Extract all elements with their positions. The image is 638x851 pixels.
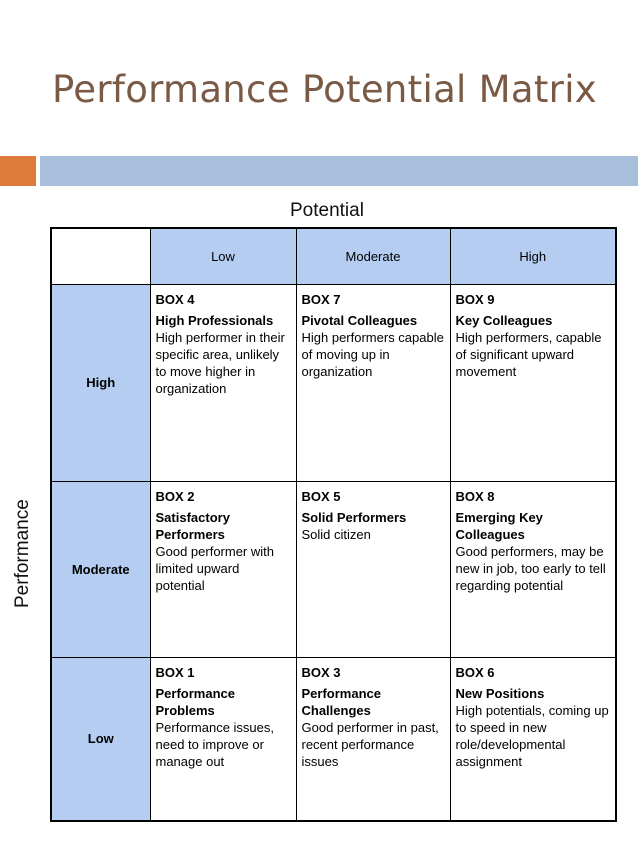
- box-description: Solid citizen: [301, 526, 371, 542]
- cell-box-1: [150, 657, 296, 821]
- cell-box-3: [296, 657, 450, 821]
- box-name: New Positions: [455, 685, 545, 701]
- box-id: BOX 6: [455, 664, 495, 680]
- box-id: BOX 2: [155, 488, 195, 504]
- row-header-low: Low: [51, 657, 150, 821]
- cell-box-5: [296, 481, 450, 657]
- box-id: BOX 3: [301, 664, 341, 680]
- box-description: High performer in their specific area, unlikely to move higher in organization: [155, 329, 285, 396]
- box-description: High performers capable of moving up in organization: [301, 329, 444, 379]
- column-header-low: Low: [150, 228, 296, 284]
- cell-box-9: [450, 284, 616, 481]
- cell-box-7: [296, 284, 450, 481]
- box-name: Solid Performers: [301, 509, 407, 525]
- cell-box-8: [450, 481, 616, 657]
- box-id: BOX 5: [301, 488, 341, 504]
- box-id: BOX 1: [155, 664, 195, 680]
- column-header-moderate: Moderate: [296, 228, 450, 284]
- box-description: Good performer with limited upward potential: [155, 543, 274, 593]
- box-description: Good performers, may be new in job, too early to tell regarding potential: [455, 543, 606, 593]
- row-high: [51, 284, 616, 481]
- box-id: BOX 4: [155, 291, 195, 307]
- box-name: Pivotal Colleagues: [301, 312, 418, 328]
- cell-box-2: [150, 481, 296, 657]
- box-name: Emerging Key Colleagues: [455, 509, 543, 542]
- cell-box-4: [150, 284, 296, 481]
- box-name: Key Colleagues: [455, 312, 553, 328]
- box-id: BOX 7: [301, 291, 341, 307]
- row-header-moderate: Moderate: [51, 481, 150, 657]
- box-name: Satisfactory Performers: [155, 509, 230, 542]
- corner-cell: [51, 228, 150, 284]
- row-header-high: High: [51, 284, 150, 481]
- column-header-high: High: [450, 228, 616, 284]
- box-description: High potentials, coming up to speed in new role/developmental assignment: [455, 702, 609, 769]
- row-low: [51, 657, 616, 821]
- box-description: High performers, capable of significant upward movement: [455, 329, 602, 379]
- accent-bar-blue: [40, 156, 638, 186]
- box-id: BOX 8: [455, 488, 495, 504]
- header-row: [51, 228, 616, 284]
- box-description: Performance issues, need to improve or manage out: [155, 719, 274, 769]
- x-axis-label: Potential: [290, 200, 364, 221]
- performance-matrix: [50, 227, 617, 822]
- box-description: Good performer in past, recent performance issues: [301, 719, 439, 769]
- box-name: High Professionals: [155, 312, 274, 328]
- cell-box-6: [450, 657, 616, 821]
- y-axis-label: Performance: [12, 499, 33, 608]
- accent-bar-orange: [0, 156, 36, 186]
- box-name: Performance Challenges: [301, 685, 381, 718]
- row-moderate: [51, 481, 616, 657]
- box-id: BOX 9: [455, 291, 495, 307]
- box-name: Performance Problems: [155, 685, 235, 718]
- page-title: Performance Potential Matrix: [52, 68, 597, 111]
